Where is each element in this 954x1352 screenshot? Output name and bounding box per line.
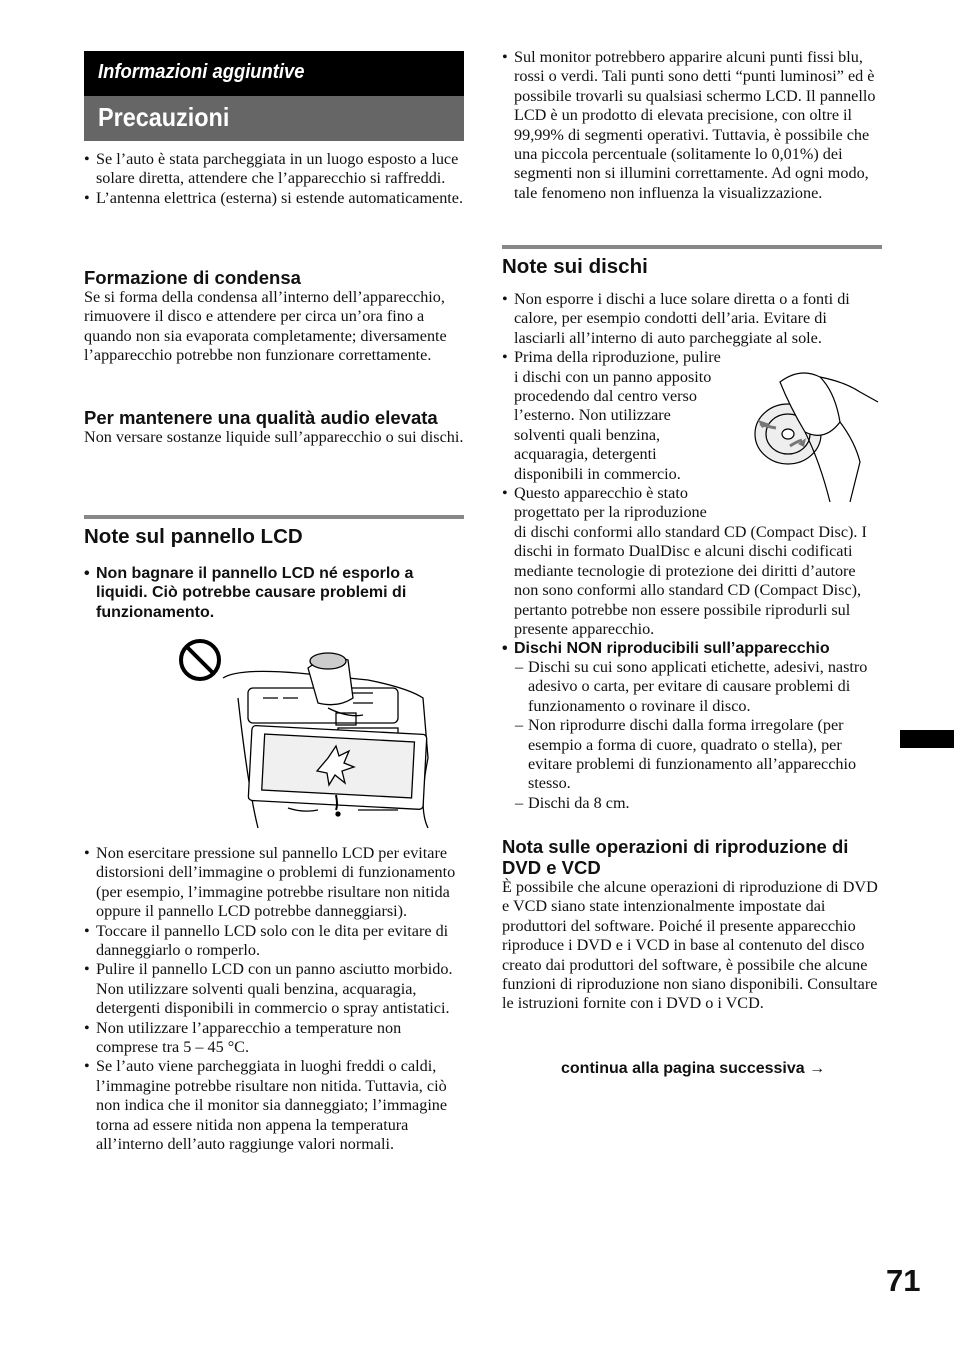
list-item: • Toccare il pannello LCD solo con le dita per evitare di danneggiarlo o romperlo. <box>84 922 464 961</box>
continue-text: continua alla pagina successiva <box>561 1060 805 1077</box>
dvd-text: È possibile che alcune operazioni di riproduzione di DVD e VCD siano state intenzionalmente impostate dai produttori del software. Poiché il presente apparecchio riproduce i DVD e i VCD in base al contenuto del disco creato dai produttori del software, è possibile che alcune funzioni di riproduzione non siano disponibili. Consultare le istruzioni fornite con i DVD o i VCD. <box>502 878 878 1013</box>
list-item: – Dischi da 8 cm. <box>515 794 882 813</box>
continue-note <box>561 1060 825 1078</box>
section-title-band <box>84 96 464 141</box>
line: progettato per la riproduzione <box>514 503 707 522</box>
liquid-on-lcd-illustration <box>178 638 468 833</box>
line: • Questo apparecchio è stato <box>514 484 688 503</box>
list-item: – Non riprodurre dischi dalla forma irregolare (per esempio a forma di cuore, quadrato o stella), per evitare problemi di funzionamento all’apparecchio stesso. <box>515 716 882 794</box>
list-item: – Dischi su cui sono applicati etichette, adesivi, nastro adesivo o carta, per evitare di causare problemi di funzionamento o rovinare il disco. <box>515 658 882 716</box>
section-label: Informazioni aggiuntive <box>98 61 305 83</box>
list-item: • L’antenna elettrica (esterna) si estende automaticamente. <box>84 189 464 208</box>
line: solventi quali benzina, <box>514 425 661 444</box>
list-item: • Se l’auto è stata parcheggiata in un luogo esposto a luce solare diretta, attendere che l’apparecchio si raffreddi. <box>84 150 464 189</box>
audio-heading: Per mantenere una qualità audio elevata <box>84 407 438 428</box>
lcd-warning: • Non bagnare il pannello LCD né esporlo a liquidi. Ciò potrebbe causare problemi di funzionamento. <box>84 565 414 621</box>
list-item: • Non esporre i dischi a luce solare diretta o a fonti di calore, per esempio condotti dell’aria. Evitare di lasciarli all’interno di auto parcheggiate al sole. <box>502 290 882 348</box>
dvd-section <box>502 836 882 1014</box>
disc-cleaning-illustration <box>750 362 882 507</box>
dischi-heading: Note sui dischi <box>502 255 648 278</box>
line: i dischi con un panno apposito <box>514 367 712 386</box>
lcd-list <box>84 844 464 1155</box>
lcd-heading: Note sul pannello LCD <box>84 525 303 548</box>
dischi-section <box>502 245 882 279</box>
list-item: • Non esercitare pressione sul pannello LCD per evitare distorsioni dell’immagine o problemi di funzionamento (per esempio, l’immagine potrebbe risultare non nitida oppure il pannello LCD potrebbe danneggiarsi). <box>84 844 464 922</box>
lcd-list-cont <box>502 48 882 203</box>
condensa-heading: Formazione di condensa <box>84 267 301 288</box>
line: procedendo dal centro verso <box>514 387 697 406</box>
list-item: • Non utilizzare l’apparecchio a temperature non comprese tra 5 – 45 °C. <box>84 1019 464 1058</box>
page-number: 71 <box>886 1263 921 1298</box>
side-tab-marker <box>900 730 954 748</box>
list-item: • Dischi NON riproducibili sull’apparecchio <box>502 639 882 658</box>
list-item: • Se l’auto viene parcheggiata in luoghi freddi o caldi, l’immagine potrebbe risultare non nitida. Tuttavia, ciò non indica che il monitor sia danneggiato; l’immagine torna ad essere nitida non appena la temperatura all’interno dell’auto raggiunge valori normali. <box>84 1057 464 1154</box>
page-title: Precauzioni <box>98 102 230 132</box>
intro-list <box>84 150 464 208</box>
line: di dischi conformi allo standard CD (Compact Disc). I dischi in formato DualDisc e alcuni dischi codificati mediante tecnologie di protezione dei diritti d’autore non sono conformi allo standard CD (Compact Disc), pertanto potrebbe non essere possibile riprodurli sul presente apparecchio. <box>514 522 867 638</box>
line: disponibili in commercio. <box>514 464 681 483</box>
arrow-right-icon: → <box>809 1060 826 1077</box>
section-label-band <box>84 51 464 96</box>
audio-section <box>84 407 464 447</box>
dvd-heading: Nota sulle operazioni di riproduzione di DVD e VCD <box>502 836 849 878</box>
list-item: • Sul monitor potrebbero apparire alcuni punti fissi blu, rossi o verdi. Tali punti sono detti “punti luminosi” ed è possibile trovarli su qualsiasi schermo LCD. Il pannello LCD è un prodotto di elevata precisione, con oltre il 99,99% di segmenti operativi. Tuttavia, è possibile che una piccola percentuale (solitamente lo 0,01%) dei segmenti non si illumini correttamente. Ad ogni modo, tale fenomeno non influenza la visualizzazione. <box>502 48 882 203</box>
line: acquaragia, detergenti <box>514 445 657 464</box>
lcd-section <box>84 515 464 622</box>
dischi-dash-list <box>515 658 882 813</box>
audio-text: Non versare sostanze liquide sull’apparecchio o sui dischi. <box>84 428 464 446</box>
condensa-text: Se si forma della condensa all’interno dell’apparecchio, rimuovere il disco e attendere per circa un’ora fino a quando non sia evaporata completamente; diversamente l’apparecchio potrebbe non funzionare correttamente. <box>84 288 447 365</box>
lcd-warning-text: Non bagnare il pannello LCD né esporlo a liquidi. Ciò potrebbe causare problemi di funzionamento. <box>96 565 414 621</box>
list-item <box>502 484 882 639</box>
line: • Prima della riproduzione, pulire <box>514 348 721 367</box>
list-item: • Pulire il pannello LCD con un panno asciutto morbido. Non utilizzare solventi quali benzina, acquaragia, detergenti disponibili in commercio o spray antistatici. <box>84 960 464 1018</box>
line: l’esterno. Non utilizzare <box>514 406 671 425</box>
condensa-section <box>84 267 464 366</box>
